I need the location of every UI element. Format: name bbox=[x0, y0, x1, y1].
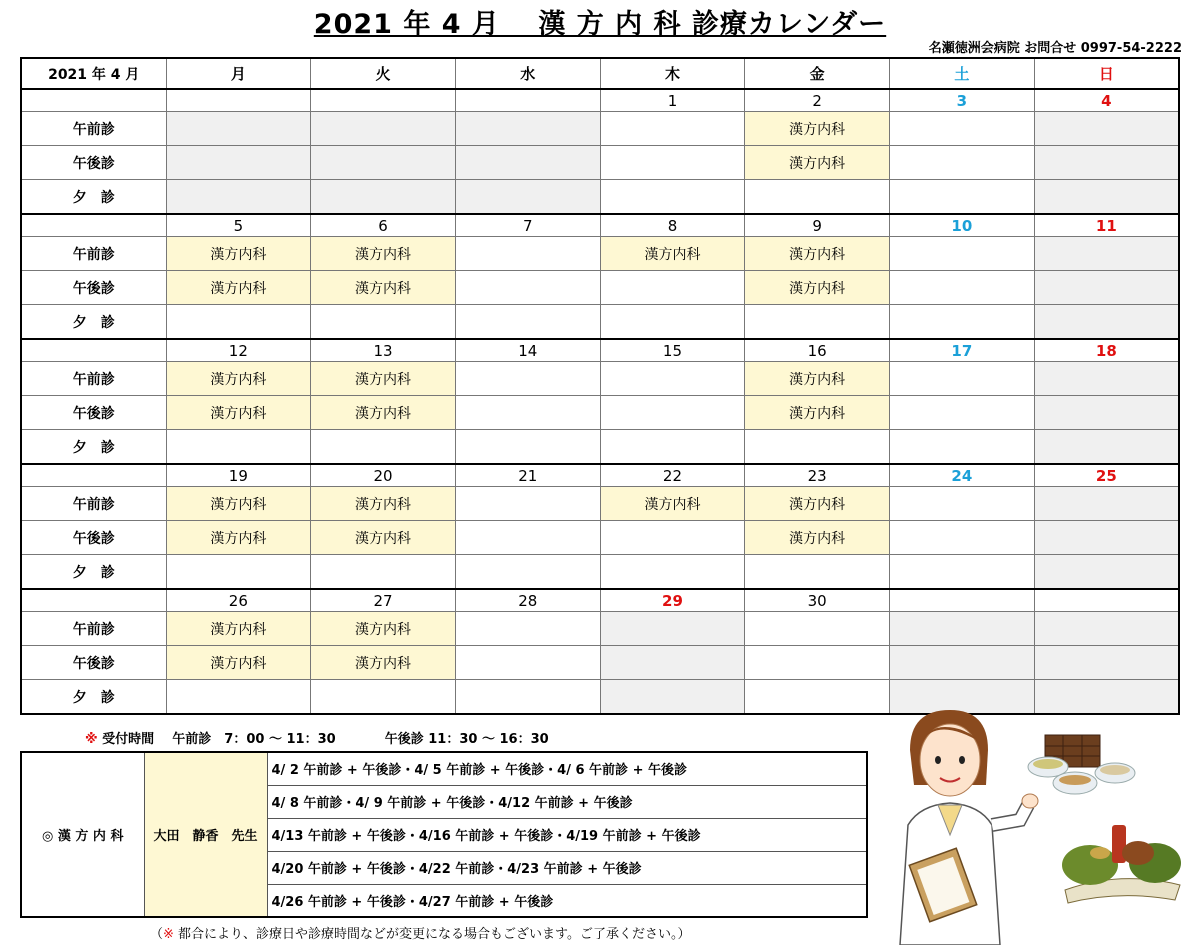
closed-cell bbox=[600, 612, 745, 646]
closed-cell bbox=[1034, 612, 1179, 646]
closed-cell bbox=[455, 146, 600, 180]
empty-cell bbox=[600, 146, 745, 180]
date-row bbox=[21, 589, 1179, 612]
date-row bbox=[21, 339, 1179, 362]
day-number: 25 bbox=[1034, 464, 1179, 487]
session-label: 午前診 bbox=[21, 487, 166, 521]
empty-cell bbox=[455, 305, 600, 340]
date-row-label bbox=[21, 214, 166, 237]
weekday-header-row bbox=[21, 58, 1179, 89]
session-row bbox=[21, 271, 1179, 305]
clinic-session-cell: 漢方内科 bbox=[311, 646, 456, 680]
clinic-session-cell: 漢方内科 bbox=[745, 237, 890, 271]
calendar-body bbox=[21, 89, 1179, 714]
empty-cell bbox=[600, 271, 745, 305]
afternoon-hours: 午後診 11：30 〜 16：30 bbox=[384, 732, 549, 747]
empty-cell bbox=[455, 487, 600, 521]
session-row bbox=[21, 487, 1179, 521]
note-text: 都合により、診療日や診療時間などが変更になる場合もございます。ご了承ください。） bbox=[173, 927, 691, 942]
reception-hours bbox=[85, 728, 549, 747]
empty-cell bbox=[890, 180, 1035, 215]
clinic-session-cell: 漢方内科 bbox=[166, 612, 311, 646]
session-row bbox=[21, 237, 1179, 271]
clinic-session-cell: 漢方内科 bbox=[311, 396, 456, 430]
empty-cell bbox=[890, 430, 1035, 465]
day-number: 28 bbox=[455, 589, 600, 612]
date-row-label bbox=[21, 464, 166, 487]
closed-cell bbox=[1034, 237, 1179, 271]
session-label: 午前診 bbox=[21, 112, 166, 146]
doctor-name: 大田 静香 先生 bbox=[144, 752, 267, 917]
page-title: 2021 年 4 月 漢 方 内 科 診療カレンダー bbox=[313, 9, 887, 40]
empty-cell bbox=[890, 271, 1035, 305]
empty-cell bbox=[600, 396, 745, 430]
empty-cell bbox=[600, 362, 745, 396]
empty-cell bbox=[745, 680, 890, 715]
empty-cell bbox=[166, 555, 311, 590]
reception-hours-label: 受付時間 bbox=[102, 732, 155, 747]
clinic-session-cell: 漢方内科 bbox=[166, 521, 311, 555]
session-row bbox=[21, 146, 1179, 180]
clinic-session-cell: 漢方内科 bbox=[745, 362, 890, 396]
empty-cell bbox=[166, 680, 311, 715]
day-number: 17 bbox=[890, 339, 1035, 362]
empty-cell bbox=[745, 305, 890, 340]
day-number: 1 bbox=[600, 89, 745, 112]
closed-cell bbox=[600, 680, 745, 715]
session-label: 午後診 bbox=[21, 521, 166, 555]
clinic-session-cell: 漢方内科 bbox=[311, 521, 456, 555]
date-row bbox=[21, 89, 1179, 112]
empty-cell bbox=[600, 555, 745, 590]
closed-cell bbox=[1034, 555, 1179, 590]
day-number: 4 bbox=[1034, 89, 1179, 112]
closed-cell bbox=[1034, 521, 1179, 555]
day-number: 15 bbox=[600, 339, 745, 362]
session-row bbox=[21, 646, 1179, 680]
schedule-line: 4/ 2 午前診 + 午後診・4/ 5 午前診 + 午後診・4/ 6 午前診 + 午後診 bbox=[267, 752, 867, 785]
closed-cell bbox=[1034, 646, 1179, 680]
session-label: 午前診 bbox=[21, 362, 166, 396]
closed-cell bbox=[311, 180, 456, 215]
empty-cell bbox=[600, 305, 745, 340]
date-row-label bbox=[21, 339, 166, 362]
closed-cell bbox=[600, 646, 745, 680]
day-number: 27 bbox=[311, 589, 456, 612]
closed-cell bbox=[1034, 305, 1179, 340]
clinic-session-cell: 漢方内科 bbox=[745, 146, 890, 180]
clinic-session-cell: 漢方内科 bbox=[166, 271, 311, 305]
clinic-session-cell: 漢方内科 bbox=[600, 237, 745, 271]
note-open-paren: （ bbox=[150, 927, 164, 942]
day-number: 24 bbox=[890, 464, 1035, 487]
closed-cell bbox=[1034, 271, 1179, 305]
closed-cell bbox=[166, 146, 311, 180]
session-label: 夕 診 bbox=[21, 430, 166, 465]
department-name: ◎ 漢 方 内 科 bbox=[21, 752, 144, 917]
day-number: 12 bbox=[166, 339, 311, 362]
day-number: 26 bbox=[166, 589, 311, 612]
empty-cell bbox=[166, 305, 311, 340]
clinic-session-cell: 漢方内科 bbox=[745, 396, 890, 430]
clinic-session-cell: 漢方内科 bbox=[600, 487, 745, 521]
clinic-calendar bbox=[20, 57, 1180, 715]
weekday-header: 月 bbox=[166, 58, 311, 89]
day-number: 5 bbox=[166, 214, 311, 237]
day-number: 6 bbox=[311, 214, 456, 237]
empty-cell bbox=[890, 521, 1035, 555]
clinic-session-cell: 漢方内科 bbox=[166, 646, 311, 680]
day-number: 3 bbox=[890, 89, 1035, 112]
session-label: 夕 診 bbox=[21, 305, 166, 340]
clinic-session-cell: 漢方内科 bbox=[311, 362, 456, 396]
empty-cell bbox=[600, 430, 745, 465]
day-number: 14 bbox=[455, 339, 600, 362]
session-label: 午後診 bbox=[21, 646, 166, 680]
session-label: 夕 診 bbox=[21, 180, 166, 215]
closed-cell bbox=[311, 146, 456, 180]
empty-cell bbox=[890, 112, 1035, 146]
session-row bbox=[21, 430, 1179, 465]
closed-cell bbox=[890, 612, 1035, 646]
clinic-session-cell: 漢方内科 bbox=[311, 612, 456, 646]
closed-cell bbox=[1034, 487, 1179, 521]
weekday-header-sunday: 日 bbox=[1034, 58, 1179, 89]
day-number bbox=[1034, 589, 1179, 612]
day-number: 10 bbox=[890, 214, 1035, 237]
empty-cell bbox=[455, 271, 600, 305]
empty-cell bbox=[455, 430, 600, 465]
empty-cell bbox=[600, 180, 745, 215]
doctor-schedule-table bbox=[20, 751, 868, 918]
empty-cell bbox=[745, 180, 890, 215]
weekday-header: 水 bbox=[455, 58, 600, 89]
clinic-session-cell: 漢方内科 bbox=[745, 487, 890, 521]
closed-cell bbox=[166, 180, 311, 215]
closed-cell bbox=[1034, 430, 1179, 465]
empty-cell bbox=[455, 680, 600, 715]
session-row bbox=[21, 396, 1179, 430]
closed-cell bbox=[455, 112, 600, 146]
session-row bbox=[21, 362, 1179, 396]
closed-cell bbox=[311, 112, 456, 146]
clinic-session-cell: 漢方内科 bbox=[311, 487, 456, 521]
empty-cell bbox=[890, 555, 1035, 590]
date-row-label bbox=[21, 89, 166, 112]
closed-cell bbox=[890, 646, 1035, 680]
empty-cell bbox=[745, 646, 890, 680]
day-number: 20 bbox=[311, 464, 456, 487]
schedule-line: 4/20 午前診 + 午後診・4/22 午前診・4/23 午前診 + 午後診 bbox=[267, 851, 867, 884]
session-label: 午後診 bbox=[21, 396, 166, 430]
session-label: 午後診 bbox=[21, 271, 166, 305]
clinic-session-cell: 漢方内科 bbox=[166, 237, 311, 271]
closed-cell bbox=[166, 112, 311, 146]
weekday-header: 火 bbox=[311, 58, 456, 89]
session-row bbox=[21, 112, 1179, 146]
clinic-session-cell: 漢方内科 bbox=[745, 112, 890, 146]
session-row bbox=[21, 305, 1179, 340]
day-number: 30 bbox=[745, 589, 890, 612]
date-row bbox=[21, 464, 1179, 487]
closed-cell bbox=[1034, 362, 1179, 396]
doctor-illustration bbox=[890, 705, 1190, 945]
empty-cell bbox=[311, 680, 456, 715]
clinic-session-cell: 漢方内科 bbox=[311, 271, 456, 305]
empty-cell bbox=[455, 521, 600, 555]
day-number: 16 bbox=[745, 339, 890, 362]
empty-cell bbox=[600, 521, 745, 555]
empty-cell bbox=[455, 396, 600, 430]
empty-cell bbox=[455, 362, 600, 396]
empty-cell bbox=[890, 237, 1035, 271]
clinic-session-cell: 漢方内科 bbox=[166, 396, 311, 430]
closed-cell bbox=[1034, 396, 1179, 430]
schedule-line: 4/26 午前診 + 午後診・4/27 午前診 + 午後診 bbox=[267, 884, 867, 917]
clinic-session-cell: 漢方内科 bbox=[745, 521, 890, 555]
morning-hours: 午前診 7：00 〜 11：30 bbox=[172, 732, 336, 747]
herb-cabinet-image bbox=[1028, 735, 1135, 794]
empty-cell bbox=[166, 430, 311, 465]
calendar-month-label: 2021 年 4 月 bbox=[21, 58, 166, 89]
day-number: 13 bbox=[311, 339, 456, 362]
session-row bbox=[21, 521, 1179, 555]
doctor-figure bbox=[900, 710, 1038, 945]
empty-cell bbox=[311, 430, 456, 465]
empty-cell bbox=[890, 487, 1035, 521]
empty-cell bbox=[455, 612, 600, 646]
contact-info: 名瀬徳洲会病院 お問合せ 0997-54-2222 bbox=[928, 41, 1182, 56]
clinic-session-cell: 漢方内科 bbox=[745, 271, 890, 305]
session-label: 午前診 bbox=[21, 612, 166, 646]
day-number: 19 bbox=[166, 464, 311, 487]
session-label: 午前診 bbox=[21, 237, 166, 271]
session-label: 夕 診 bbox=[21, 555, 166, 590]
schedule-line: 4/13 午前診 + 午後診・4/16 午前診 + 午後診・4/19 午前診 + 午後診 bbox=[267, 818, 867, 851]
day-number: 21 bbox=[455, 464, 600, 487]
session-label: 夕 診 bbox=[21, 680, 166, 715]
empty-cell bbox=[311, 305, 456, 340]
weekday-header-saturday: 土 bbox=[890, 58, 1035, 89]
empty-cell bbox=[890, 305, 1035, 340]
day-number: 22 bbox=[600, 464, 745, 487]
session-row bbox=[21, 555, 1179, 590]
closed-cell bbox=[455, 180, 600, 215]
empty-cell bbox=[455, 237, 600, 271]
disclaimer-note bbox=[150, 923, 691, 942]
schedule-line: 4/ 8 午前診・4/ 9 午前診 + 午後診・4/12 午前診 + 午後診 bbox=[267, 785, 867, 818]
weekday-header: 金 bbox=[745, 58, 890, 89]
empty-cell bbox=[600, 112, 745, 146]
empty-cell bbox=[455, 555, 600, 590]
day-number bbox=[166, 89, 311, 112]
clinic-session-cell: 漢方内科 bbox=[166, 487, 311, 521]
closed-cell bbox=[1034, 180, 1179, 215]
session-row bbox=[21, 180, 1179, 215]
empty-cell bbox=[455, 646, 600, 680]
day-number: 8 bbox=[600, 214, 745, 237]
day-number: 11 bbox=[1034, 214, 1179, 237]
day-number: 23 bbox=[745, 464, 890, 487]
closed-cell bbox=[1034, 146, 1179, 180]
note-mark: ※ bbox=[163, 927, 174, 942]
day-number bbox=[890, 589, 1035, 612]
closed-cell bbox=[1034, 112, 1179, 146]
empty-cell bbox=[890, 362, 1035, 396]
session-row bbox=[21, 612, 1179, 646]
empty-cell bbox=[745, 430, 890, 465]
herbal-medicine-image bbox=[1062, 825, 1181, 903]
empty-cell bbox=[745, 612, 890, 646]
day-number bbox=[455, 89, 600, 112]
date-row-label bbox=[21, 589, 166, 612]
day-number: 29 bbox=[600, 589, 745, 612]
clinic-session-cell: 漢方内科 bbox=[311, 237, 456, 271]
note-mark: ※ bbox=[85, 732, 98, 747]
weekday-header: 木 bbox=[600, 58, 745, 89]
day-number bbox=[311, 89, 456, 112]
clinic-session-cell: 漢方内科 bbox=[166, 362, 311, 396]
empty-cell bbox=[890, 396, 1035, 430]
date-row bbox=[21, 214, 1179, 237]
day-number: 18 bbox=[1034, 339, 1179, 362]
day-number: 7 bbox=[455, 214, 600, 237]
empty-cell bbox=[745, 555, 890, 590]
day-number: 2 bbox=[745, 89, 890, 112]
day-number: 9 bbox=[745, 214, 890, 237]
session-label: 午後診 bbox=[21, 146, 166, 180]
empty-cell bbox=[890, 146, 1035, 180]
empty-cell bbox=[311, 555, 456, 590]
